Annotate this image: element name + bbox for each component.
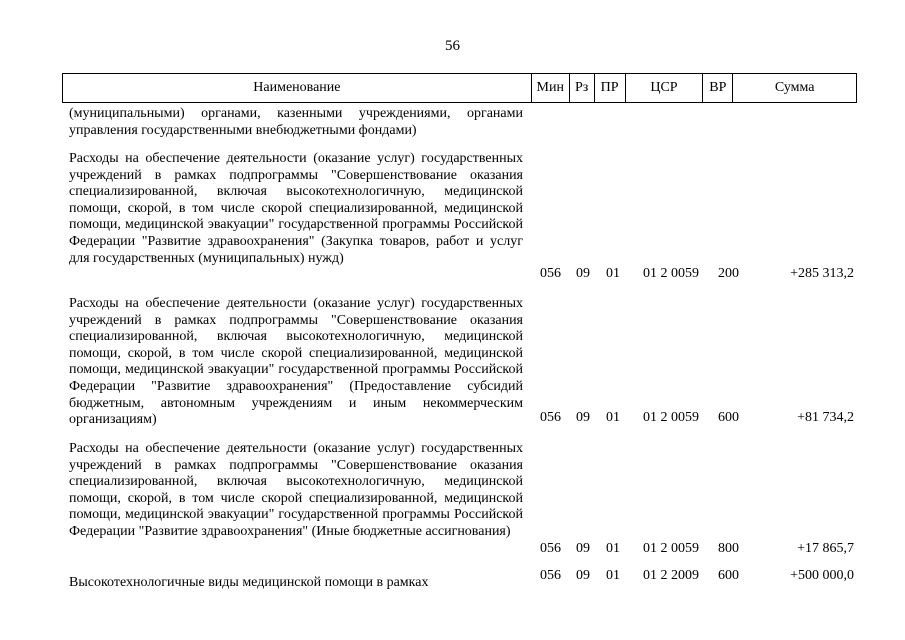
header-min: Мин xyxy=(531,74,569,102)
page-number: 56 xyxy=(445,38,460,54)
table-row-3-name: Расходы на обеспечение деятельности (оказание услуг) государственных учреждений в рамках подпрограммы "Совершенствование оказания специализированной, включая высокотехнологичную, медицинской помощи, скорой, в том числе скорой специализированной, медицинской помощи, медицинской эвакуации" государственной программы Российской Федерации "Развитие здравоохранения" (Иные бюджетные ассигнования) xyxy=(69,441,523,539)
table-row-4-name: Высокотехнологичные виды медицинской помощи в рамках xyxy=(69,575,429,590)
table-row-3-min: 056 xyxy=(540,541,561,556)
table-row-3-pr: 01 xyxy=(606,541,620,556)
table-row-2-rz: 09 xyxy=(576,410,590,425)
header-name: Наименование xyxy=(253,80,341,95)
table-row-1-vr: 200 xyxy=(718,266,739,281)
table-row-4-rz: 09 xyxy=(576,568,590,583)
continuation-text: (муниципальными) органами, казенными учреждениями, органами управления государственными внебюджетными фондами) xyxy=(69,106,523,138)
table-row-1-rz: 09 xyxy=(576,266,590,281)
table-row-4-vr: 600 xyxy=(718,568,739,583)
header-csr: ЦСР xyxy=(625,74,703,102)
table-row-3-vr: 800 xyxy=(718,541,739,556)
table-row-3-csr: 01 2 0059 xyxy=(643,541,699,556)
header-rz: Рз xyxy=(569,74,594,102)
table-row-2-vr: 600 xyxy=(718,410,739,425)
table-row-4-csr: 01 2 2009 xyxy=(643,568,699,583)
table-row-3-rz: 09 xyxy=(576,541,590,556)
table-row-1-pr: 01 xyxy=(606,266,620,281)
table-row-4-min: 056 xyxy=(540,568,561,583)
table-row-2-pr: 01 xyxy=(606,410,620,425)
table-row-4-sum: +500 000,0 xyxy=(790,568,854,583)
table-row-2-csr: 01 2 0059 xyxy=(643,410,699,425)
table-row-4-pr: 01 xyxy=(606,568,620,583)
table-row-1-csr: 01 2 0059 xyxy=(643,266,699,281)
table-row-2-name: Расходы на обеспечение деятельности (оказание услуг) государственных учреждений в рамках подпрограммы "Совершенствование оказания специализированной, включая высокотехнологичную, медицинской помощи, скорой, в том числе скорой специализированной, медицинской помощи, медицинской эвакуации" государственной программы Российской Федерации "Развитие здравоохранения" (Предоставление субсидий бюджетным, автономным учреждениям и иным некоммерческим организациям) xyxy=(69,296,523,428)
header-vr: ВР xyxy=(702,74,732,102)
table-row-1-name: Расходы на обеспечение деятельности (оказание услуг) государственных учреждений в рамках подпрограммы "Совершенствование оказания специализированной, включая высокотехнологичную, медицинской помощи, скорой, в том числе скорой специализированной, медицинской помощи, медицинской эвакуации" государственной программы Российской Федерации "Развитие здравоохранения" (Закупка товаров, работ и услуг для государственных (муниципальных) нужд) xyxy=(69,151,523,266)
header-sum: Сумма xyxy=(732,74,856,102)
table-header xyxy=(62,73,857,103)
table-row-2-min: 056 xyxy=(540,410,561,425)
table-row-2-sum: +81 734,2 xyxy=(797,410,854,425)
table-row-1-min: 056 xyxy=(540,266,561,281)
header-pr: ПР xyxy=(594,74,625,102)
table-row-3-sum: +17 865,7 xyxy=(797,541,854,556)
table-row-1-sum: +285 313,2 xyxy=(790,266,854,281)
